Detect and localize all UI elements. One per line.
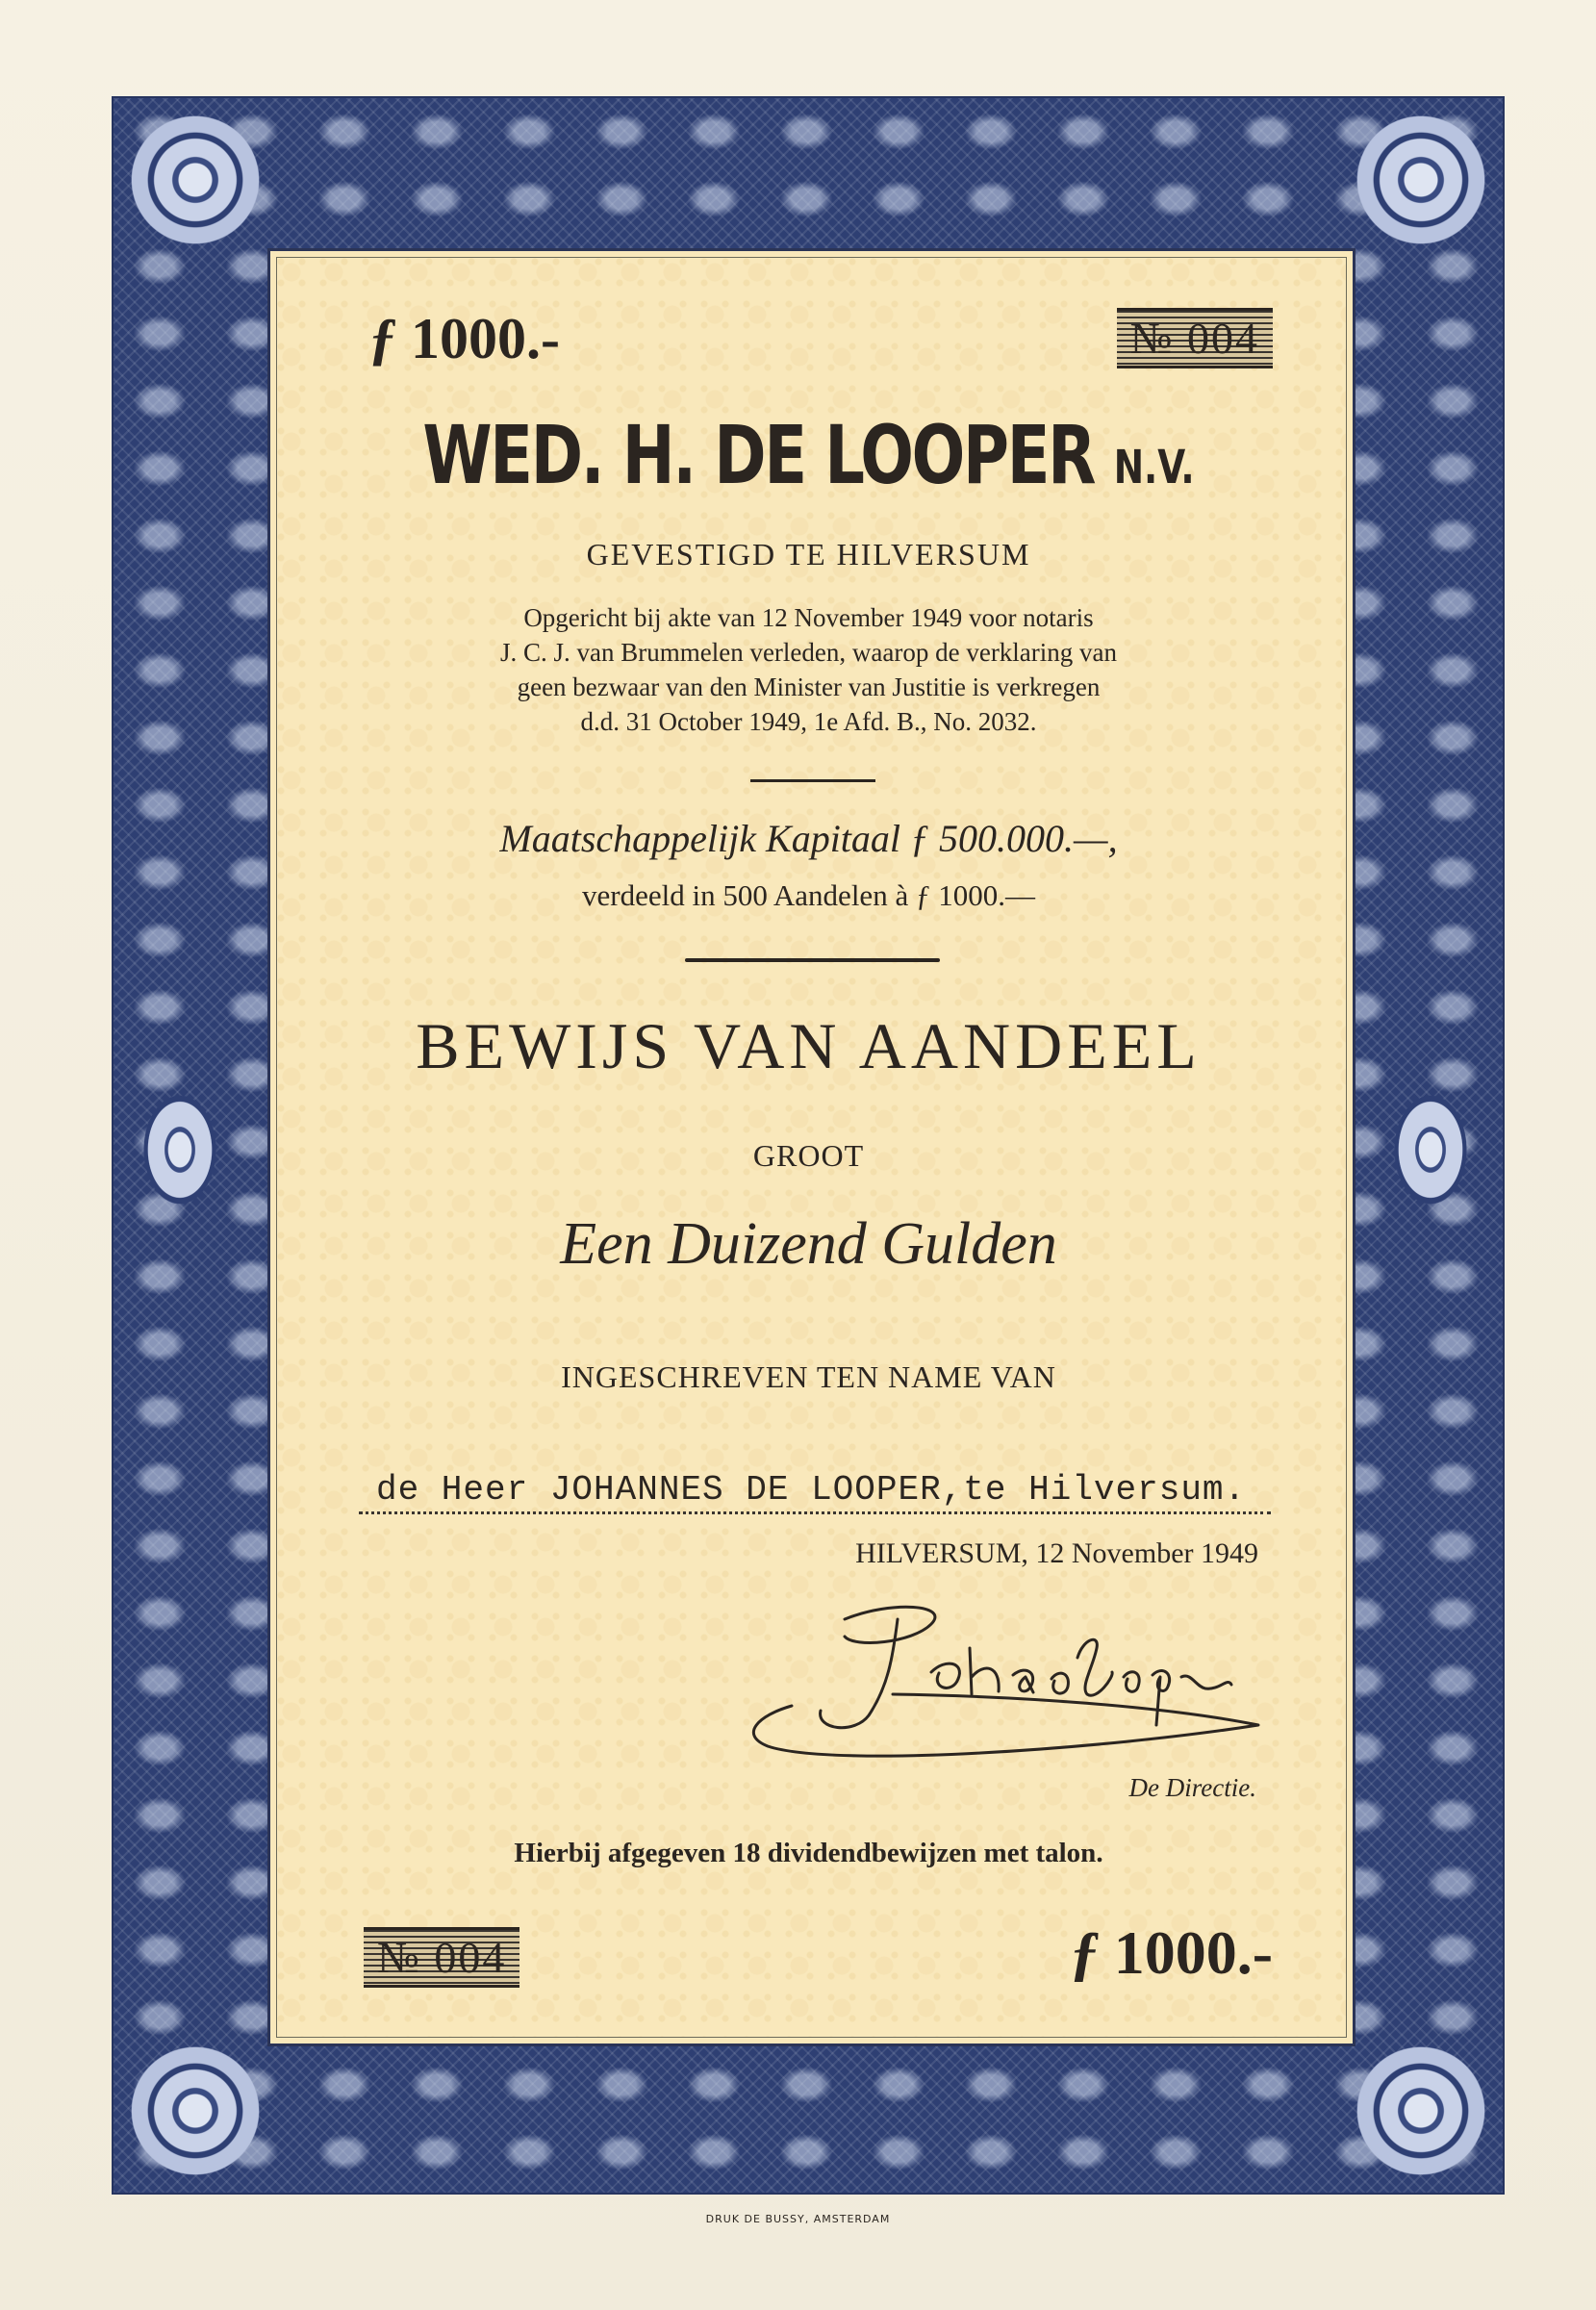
- certificate-number-bottom: № 004: [364, 1927, 519, 1988]
- company-name: [387, 408, 1231, 502]
- denomination-value: 1000.-: [1113, 1918, 1273, 1987]
- company-name-text: WED. H. DE LOOPER: [422, 408, 1095, 502]
- printer-imprint: DRUK DE BUSSY, AMSTERDAM: [705, 2213, 891, 2225]
- side-medallion-right: [1358, 1044, 1503, 1256]
- board-label: De Directie.: [1128, 1773, 1256, 1802]
- denomination-value: 1000.-: [411, 307, 560, 370]
- side-medallion-left: [108, 1044, 252, 1256]
- florin-sign: ƒ: [1069, 1918, 1101, 1987]
- dividend-coupons-note: Hierbij afgegeven 18 dividendbewijzen met talon.: [514, 1838, 1103, 1868]
- corner-ornament-bottom-left: [123, 2039, 267, 2183]
- holder-name-field: de Heer JOHANNES DE LOOPER,te Hilversum.: [359, 1470, 1271, 1514]
- document-title: BEWIJS VAN AANDEEL: [416, 1009, 1202, 1082]
- registered-label: INGESCHREVEN TEN NAME VAN: [561, 1359, 1056, 1394]
- florin-sign: ƒ: [368, 307, 397, 370]
- registered-seat: GEVESTIGD TE HILVERSUM: [586, 537, 1031, 571]
- certificate-number-top: № 004: [1117, 308, 1273, 368]
- share-division: verdeeld in 500 Aandelen à ƒ 1000.—: [582, 878, 1035, 912]
- denomination-bottom: [1070, 1917, 1273, 1989]
- signature-image: [700, 1581, 1278, 1764]
- place-and-date: HILVERSUM, 12 November 1949: [855, 1537, 1258, 1569]
- groot-label: GROOT: [752, 1138, 865, 1173]
- founding-line: J. C. J. van Brummelen verleden, waarop de verklaring van: [499, 638, 1118, 667]
- founding-line: geen bezwaar van den Minister van Justitie is verkregen: [517, 673, 1101, 701]
- founding-line: d.d. 31 October 1949, 1e Afd. B., No. 2032.: [580, 707, 1037, 736]
- founding-statement: [393, 600, 1225, 739]
- corner-ornament-top-right: [1349, 108, 1493, 252]
- divider-rule: [750, 779, 875, 782]
- corner-ornament-bottom-right: [1349, 2039, 1493, 2183]
- company-suffix: N.V.: [1113, 441, 1195, 495]
- amount-in-words: Een Duizend Gulden: [560, 1211, 1057, 1277]
- divider-rule: [685, 958, 940, 962]
- founding-line: Opgericht bij akte van 12 November 1949 voor notaris: [523, 603, 1094, 632]
- authorized-capital: Maatschappelijk Kapitaal ƒ 500.000.—,: [499, 817, 1118, 860]
- certificate-content: [267, 248, 1350, 2041]
- corner-ornament-top-left: [123, 108, 267, 252]
- denomination-top: [368, 306, 560, 372]
